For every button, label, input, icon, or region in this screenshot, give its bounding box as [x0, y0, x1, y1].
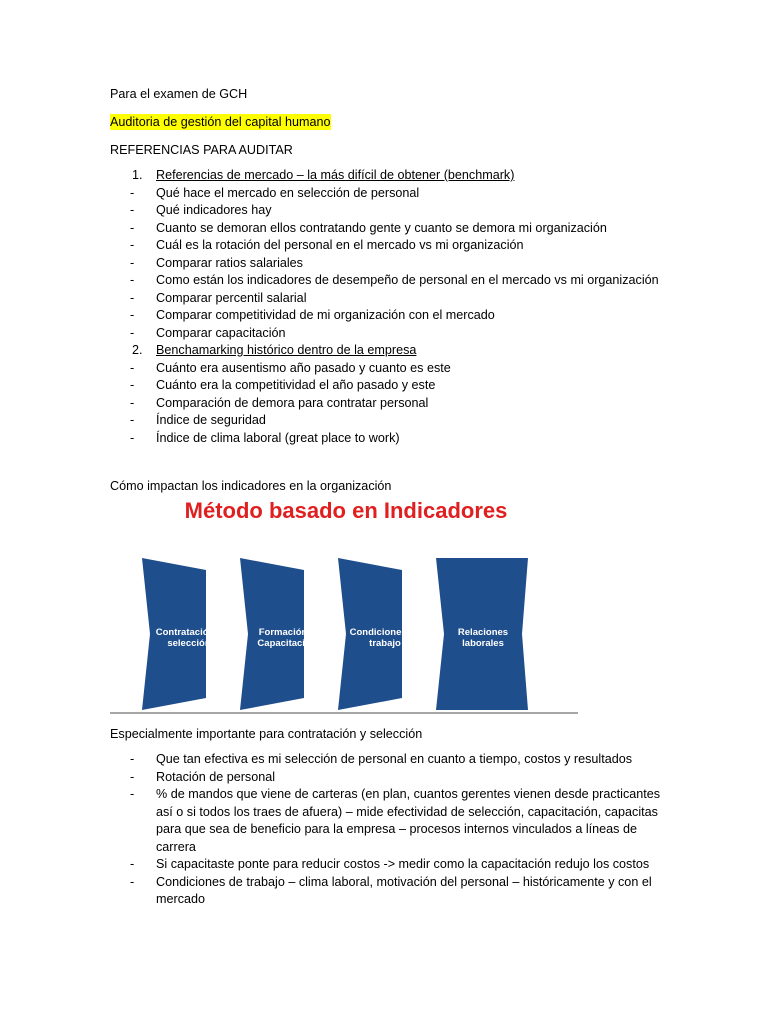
indicators-diagram: [110, 498, 582, 718]
list-item: [110, 202, 670, 220]
list-marker: -: [130, 378, 135, 392]
list-item: [110, 360, 670, 378]
list-item: [110, 856, 670, 874]
list-marker: -: [130, 752, 135, 766]
selection-list: [110, 751, 670, 909]
list-item: [110, 272, 670, 290]
list-item: [110, 307, 670, 325]
highlighted-heading: Auditoria de gestión del capital humano: [110, 115, 331, 129]
list-item: [110, 769, 670, 787]
list-item: [110, 342, 670, 360]
list-marker: -: [130, 430, 135, 445]
label-line: laborales: [462, 638, 504, 649]
list-marker: -: [130, 787, 135, 801]
list-item-text: Comparar competitividad de mi organización con el mercado: [156, 308, 495, 322]
label-line: selección: [167, 638, 211, 649]
list-item: [110, 325, 670, 343]
list-marker: 2.: [132, 343, 143, 357]
list-marker: -: [130, 857, 135, 871]
list-item-text: Cuanto se demoran ellos contratando gente y cuanto se demora mi organización: [156, 220, 607, 235]
label-line: Contratación y: [155, 627, 223, 638]
label-formacion: [242, 627, 332, 649]
list-item-text: Índice de seguridad: [156, 413, 266, 427]
list-marker: -: [130, 203, 135, 217]
list-marker: -: [130, 769, 135, 784]
list-marker: -: [130, 238, 135, 252]
list-item-text: Comparar percentil salarial: [156, 290, 307, 305]
list-marker: -: [130, 874, 135, 889]
references-list: [110, 167, 670, 447]
list-item-text: % de mandos que viene de carteras (en plan, cuantos gerentes vienen desde practicantes así o si todos los traes de afuera) – mide efectividad de selección, capacitación, capacitas para que sea de beneficio para la empresa – procesos internos vinculados a líneas de carrera: [156, 787, 661, 854]
list-marker: -: [130, 413, 135, 427]
list-marker: -: [130, 273, 135, 287]
label-contratacion: [144, 627, 234, 649]
label-condiciones: [340, 627, 430, 649]
list-item: [110, 220, 670, 238]
list-item-text: Condiciones de trabajo – clima laboral, motivación del personal – históricamente y con el mercado: [156, 874, 652, 906]
list-item: [110, 377, 670, 395]
list-marker: -: [130, 308, 135, 322]
list-marker: -: [130, 325, 135, 340]
list-item: [110, 751, 670, 769]
list-item: [110, 395, 670, 413]
diagram-shapes: [110, 498, 582, 718]
list-item: [110, 290, 670, 308]
label-line: Condiciones de: [349, 627, 421, 638]
list-marker: -: [130, 395, 135, 410]
list-item-text: Si capacitaste ponte para reducir costos -> medir como la capacitación redujo los costos: [156, 857, 650, 871]
list-item-text: Que tan efectiva es mi selección de personal en cuanto a tiempo, costos y resultados: [156, 752, 633, 766]
special-heading: Especialmente importante para contratación y selección: [110, 727, 423, 741]
list-marker: -: [130, 255, 135, 270]
list-item: [110, 255, 670, 273]
list-item-text: Referencias de mercado – la más difícil de obtener (benchmark): [156, 168, 515, 182]
list-item: [110, 412, 670, 430]
list-item: [110, 786, 670, 856]
list-marker: -: [130, 185, 135, 200]
list-item: [110, 237, 670, 255]
label-line: Relaciones: [457, 627, 509, 638]
list-item-text: Benchamarking histórico dentro de la empresa: [156, 343, 417, 357]
list-item-text: Cuál es la rotación del personal en el mercado vs mi organización: [156, 238, 524, 252]
list-item-text: Como están los indicadores de desempeño de personal en el mercado vs mi organización: [156, 273, 659, 287]
list-item-text: Índice de clima laboral (great place to work): [156, 430, 400, 445]
list-item-text: Qué indicadores hay: [156, 203, 272, 217]
list-item-text: Comparación de demora para contratar personal: [156, 395, 429, 410]
list-item: [110, 167, 670, 185]
section-heading: REFERENCIAS PARA AUDITAR: [110, 143, 293, 157]
label-line: Capacitación: [257, 638, 317, 649]
list-item: [110, 185, 670, 203]
list-item-text: Comparar capacitación: [156, 325, 286, 340]
list-marker: -: [130, 220, 135, 235]
list-item-text: Cuánto era la competitividad el año pasado y este: [156, 378, 436, 392]
label-line: Formación y: [258, 627, 316, 638]
label-relaciones: [438, 627, 528, 649]
document-title: Para el examen de GCH: [110, 87, 248, 101]
list-item: [110, 874, 670, 909]
label-line: trabajo: [369, 638, 401, 649]
list-item-text: Comparar ratios salariales: [156, 255, 303, 270]
list-item-text: Rotación de personal: [156, 769, 276, 784]
list-item-text: Qué hace el mercado en selección de personal: [156, 185, 420, 200]
diagram-title: Método basado en Indicadores: [184, 498, 508, 523]
list-marker: 1.: [132, 168, 143, 182]
list-marker: -: [130, 360, 135, 375]
list-item-text: Cuánto era ausentismo año pasado y cuanto es este: [156, 360, 451, 375]
list-item: [110, 430, 670, 448]
list-marker: -: [130, 290, 135, 305]
impact-heading: Cómo impactan los indicadores en la organización: [110, 479, 392, 493]
